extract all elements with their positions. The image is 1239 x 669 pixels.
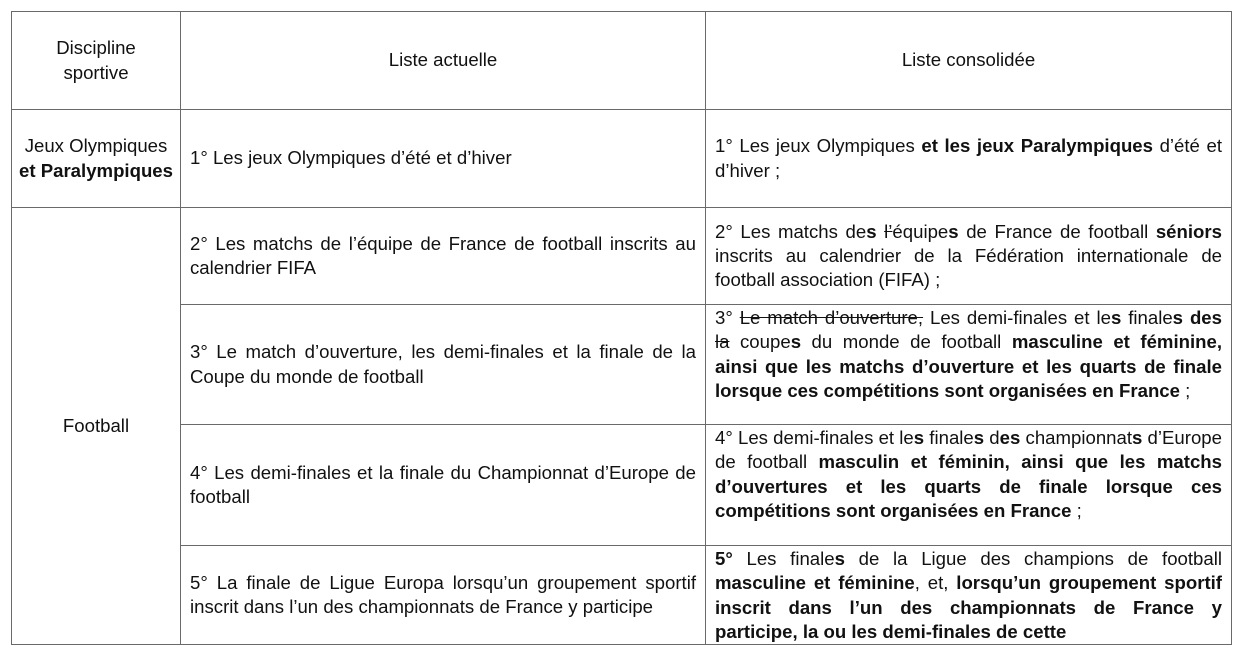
discipline-football: Football	[12, 208, 181, 645]
table-row	[12, 110, 1232, 208]
actuelle-item-5: 5° La finale de Ligue Europa lorsqu’un groupement sportif inscrit dans l’un des championnats de France y participe	[181, 546, 706, 645]
header-discipline: Discipline sportive	[12, 12, 181, 110]
header-liste-actuelle: Liste actuelle	[181, 12, 706, 110]
actuelle-item-2: 2° Les matchs de l’équipe de France de football inscrits au calendrier FIFA	[181, 208, 706, 305]
table-row	[12, 305, 1232, 425]
consolidee-item-1: 1° Les jeux Olympiques et les jeux Paralympiques d’été et d’hiver ;	[706, 110, 1232, 208]
header-liste-consolidee: Liste consolidée	[706, 12, 1232, 110]
actuelle-item-3: 3° Le match d’ouverture, les demi-finales et la finale de la Coupe du monde de football	[181, 305, 706, 425]
actuelle-item-1: 1° Les jeux Olympiques d’été et d’hiver	[181, 110, 706, 208]
header-row	[12, 12, 1232, 110]
consolidee-item-2: 2° Les matchs des l’équipes de France de football séniors inscrits au calendrier de la Fédération internationale de football association (FIFA) ;	[706, 208, 1232, 305]
actuelle-item-4: 4° Les demi-finales et la finale du Championnat d’Europe de football	[181, 425, 706, 546]
consolidee-item-4: 4° Les demi-finales et les finales des championnats d’Europe de football masculin et féminin, ainsi que les matchs d’ouvertures et les quarts de finale lorsque ces compétitions sont organisées en France ;	[706, 425, 1232, 546]
discipline-jeux-olympiques: Jeux Olympiques et Paralympiques	[12, 110, 181, 208]
consolidation-table	[11, 11, 1232, 645]
table-row	[12, 546, 1232, 645]
table-row	[12, 208, 1232, 305]
consolidee-item-5: 5° Les finales de la Ligue des champions de football masculine et féminine, et, lorsqu’un groupement sportif inscrit dans l’un des championnats de France y participe, la ou les demi-finales de cette	[706, 546, 1232, 645]
table-row	[12, 425, 1232, 546]
consolidee-item-3: 3° Le match d’ouverture, Les demi-finales et les finales des la coupes du monde de football masculine et féminine, ainsi que les matchs d’ouverture et les quarts de finale lorsque ces compétitions sont organisées en France ;	[706, 305, 1232, 425]
